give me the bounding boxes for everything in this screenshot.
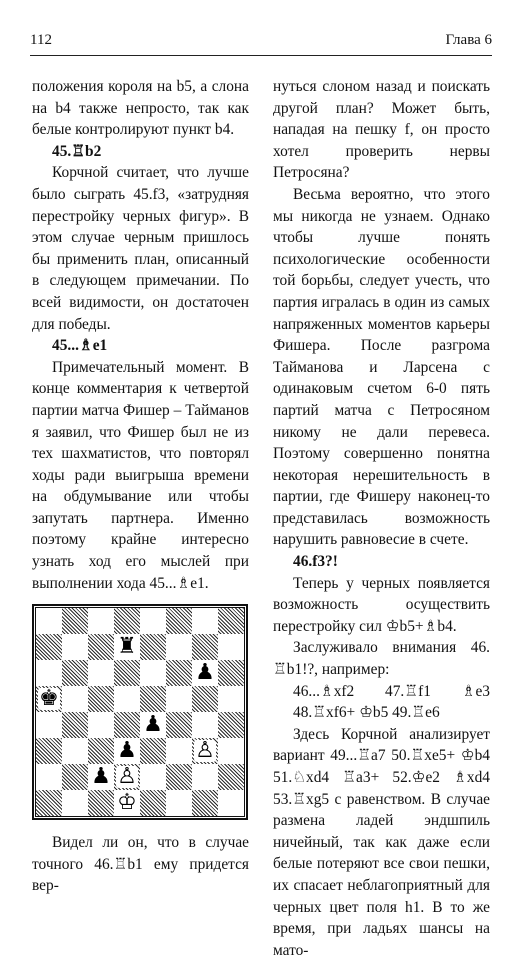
board-square bbox=[88, 608, 114, 634]
paragraph: Корчной считает, что лучше было сыграть 45.f3, «затрудняя перестройку черных фигур». В этом случае черным пришлось бы применить план, описанный в следующем примечании. По всей видимости, он достаточен для победы. bbox=[32, 164, 249, 333]
board-square bbox=[114, 686, 140, 712]
board-square bbox=[218, 738, 244, 764]
chess-piece: ♚ bbox=[39, 686, 59, 712]
board-square bbox=[192, 660, 218, 686]
paragraph: Теперь у черных появляется возможность осуществить перестройку сил ♔b5+♗b4. bbox=[273, 574, 490, 635]
board-square bbox=[166, 608, 192, 634]
board-square bbox=[114, 764, 140, 790]
paragraph: Здесь Корчной анализирует вариант 49...♖a7 50.♖xe5+ ♔b4 51.♘xd4 ♖a3+ 52.♔e2 ♗xd4 53.♖xg5 с равенством. В случае размена ладей эндшпиль ничейный, так как даже если белые потеряют все свои пешки, их спасает неблагоприятный для черных цвет поля h1. В то же время, при ладьях шансы на мато- bbox=[273, 725, 490, 959]
move-heading: 46.f3?! bbox=[293, 553, 338, 571]
board-square bbox=[192, 634, 218, 660]
chess-piece: ♟ bbox=[91, 764, 111, 790]
board-square bbox=[62, 660, 88, 686]
left-column bbox=[32, 76, 249, 897]
board-square bbox=[36, 790, 62, 816]
board-square bbox=[166, 634, 192, 660]
board-square bbox=[140, 712, 166, 738]
board-square bbox=[114, 608, 140, 634]
board-square bbox=[36, 738, 62, 764]
board-square bbox=[62, 738, 88, 764]
board-square bbox=[114, 738, 140, 764]
board-square bbox=[218, 790, 244, 816]
chess-piece: ♟ bbox=[117, 738, 137, 764]
board-square bbox=[140, 738, 166, 764]
board-square bbox=[88, 634, 114, 660]
board-square bbox=[192, 608, 218, 634]
board-square bbox=[62, 764, 88, 790]
board-square bbox=[114, 660, 140, 686]
board-square bbox=[218, 634, 244, 660]
board-square bbox=[62, 634, 88, 660]
board-square bbox=[62, 790, 88, 816]
board-square bbox=[192, 686, 218, 712]
board-square bbox=[36, 764, 62, 790]
right-column bbox=[273, 76, 490, 961]
board-square bbox=[218, 764, 244, 790]
board-square bbox=[62, 686, 88, 712]
paragraph: Видел ли он, что в случае точного 46.♖b1 ему придется вер- bbox=[32, 834, 249, 895]
board-square bbox=[140, 790, 166, 816]
board-square bbox=[192, 764, 218, 790]
board-square bbox=[114, 634, 140, 660]
board-square bbox=[192, 712, 218, 738]
chess-piece: ♟ bbox=[143, 712, 163, 738]
chess-piece: ♔ bbox=[117, 790, 137, 816]
chess-piece: ♙ bbox=[117, 764, 137, 790]
board-square bbox=[88, 660, 114, 686]
board-square bbox=[62, 712, 88, 738]
paragraph: Заслуживало внимания 46. ♖b1!?, например: bbox=[273, 639, 490, 679]
paragraph: Примечательный момент. В конце комментария к четвертой партии матча Фишер – Тайманов я заявил, что Фишер был не из тех шахматистов, что повторял ходы ради выигрыша времени на обдумывание или чтобы запутать партнера. Именно поэтому крайне интересно узнать ход его мыслей при выполнении хода 45...♗e1. bbox=[32, 358, 249, 592]
chess-piece: ♙ bbox=[195, 738, 215, 764]
chess-board bbox=[35, 607, 245, 817]
move-heading: 45...♗e1 bbox=[52, 337, 108, 355]
page-number: 112 bbox=[30, 32, 52, 48]
board-square bbox=[140, 686, 166, 712]
chess-piece: ♟ bbox=[195, 660, 215, 686]
paragraph: нуться слоном назад и поискать другой план? Может быть, нападая на пешку f, он просто хотел проверить нервы Петросяна? bbox=[273, 78, 490, 182]
board-square bbox=[140, 660, 166, 686]
board-square bbox=[218, 686, 244, 712]
chess-diagram bbox=[32, 604, 248, 820]
board-square bbox=[88, 712, 114, 738]
board-square bbox=[36, 686, 62, 712]
board-square bbox=[88, 764, 114, 790]
board-square bbox=[114, 712, 140, 738]
board-square bbox=[192, 790, 218, 816]
board-square bbox=[192, 738, 218, 764]
paragraph: Весьма вероятно, что этого мы никогда не узнаем. Однако чтобы лучше понять психологические особенности той борьбы, следует учесть, что партия игралась в один из самых напряженных моментов карьеры Фишера. После разгрома Тайманова и Ларсена с одинаковым счетом 6-0 пять партий матча с Петросяном никому не дали перевеса. Поэтому совершенно понятна некоторая нерешительность в партии, где Фишеру наконец-то представилась возможность нарушить равновесие в счете. bbox=[273, 185, 490, 549]
board-square bbox=[36, 660, 62, 686]
board-square bbox=[140, 764, 166, 790]
board-square bbox=[218, 608, 244, 634]
board-square bbox=[166, 764, 192, 790]
board-square bbox=[166, 738, 192, 764]
board-square bbox=[88, 686, 114, 712]
board-square bbox=[166, 790, 192, 816]
board-square bbox=[218, 712, 244, 738]
board-square bbox=[36, 608, 62, 634]
board-square bbox=[114, 790, 140, 816]
move-heading: 45.♖b2 bbox=[52, 142, 102, 160]
board-square bbox=[166, 660, 192, 686]
header-rule bbox=[30, 55, 492, 56]
board-square bbox=[62, 608, 88, 634]
board-square bbox=[36, 634, 62, 660]
board-square bbox=[218, 660, 244, 686]
board-square bbox=[88, 738, 114, 764]
board-square bbox=[166, 712, 192, 738]
board-square bbox=[166, 686, 192, 712]
chess-piece: ♜ bbox=[117, 634, 137, 660]
variation-line: 46...♗xf2 47.♖f1 ♗e3 48.♖xf6+ ♔b5 49.♖e6 bbox=[293, 682, 490, 722]
board-square bbox=[88, 790, 114, 816]
board-square bbox=[140, 608, 166, 634]
paragraph: положения короля на b5, а слона на b4 также непросто, так как белые контролируют пункт b4. bbox=[32, 78, 249, 139]
board-square bbox=[36, 712, 62, 738]
chapter-title: Глава 6 bbox=[445, 32, 492, 48]
board-square bbox=[140, 634, 166, 660]
